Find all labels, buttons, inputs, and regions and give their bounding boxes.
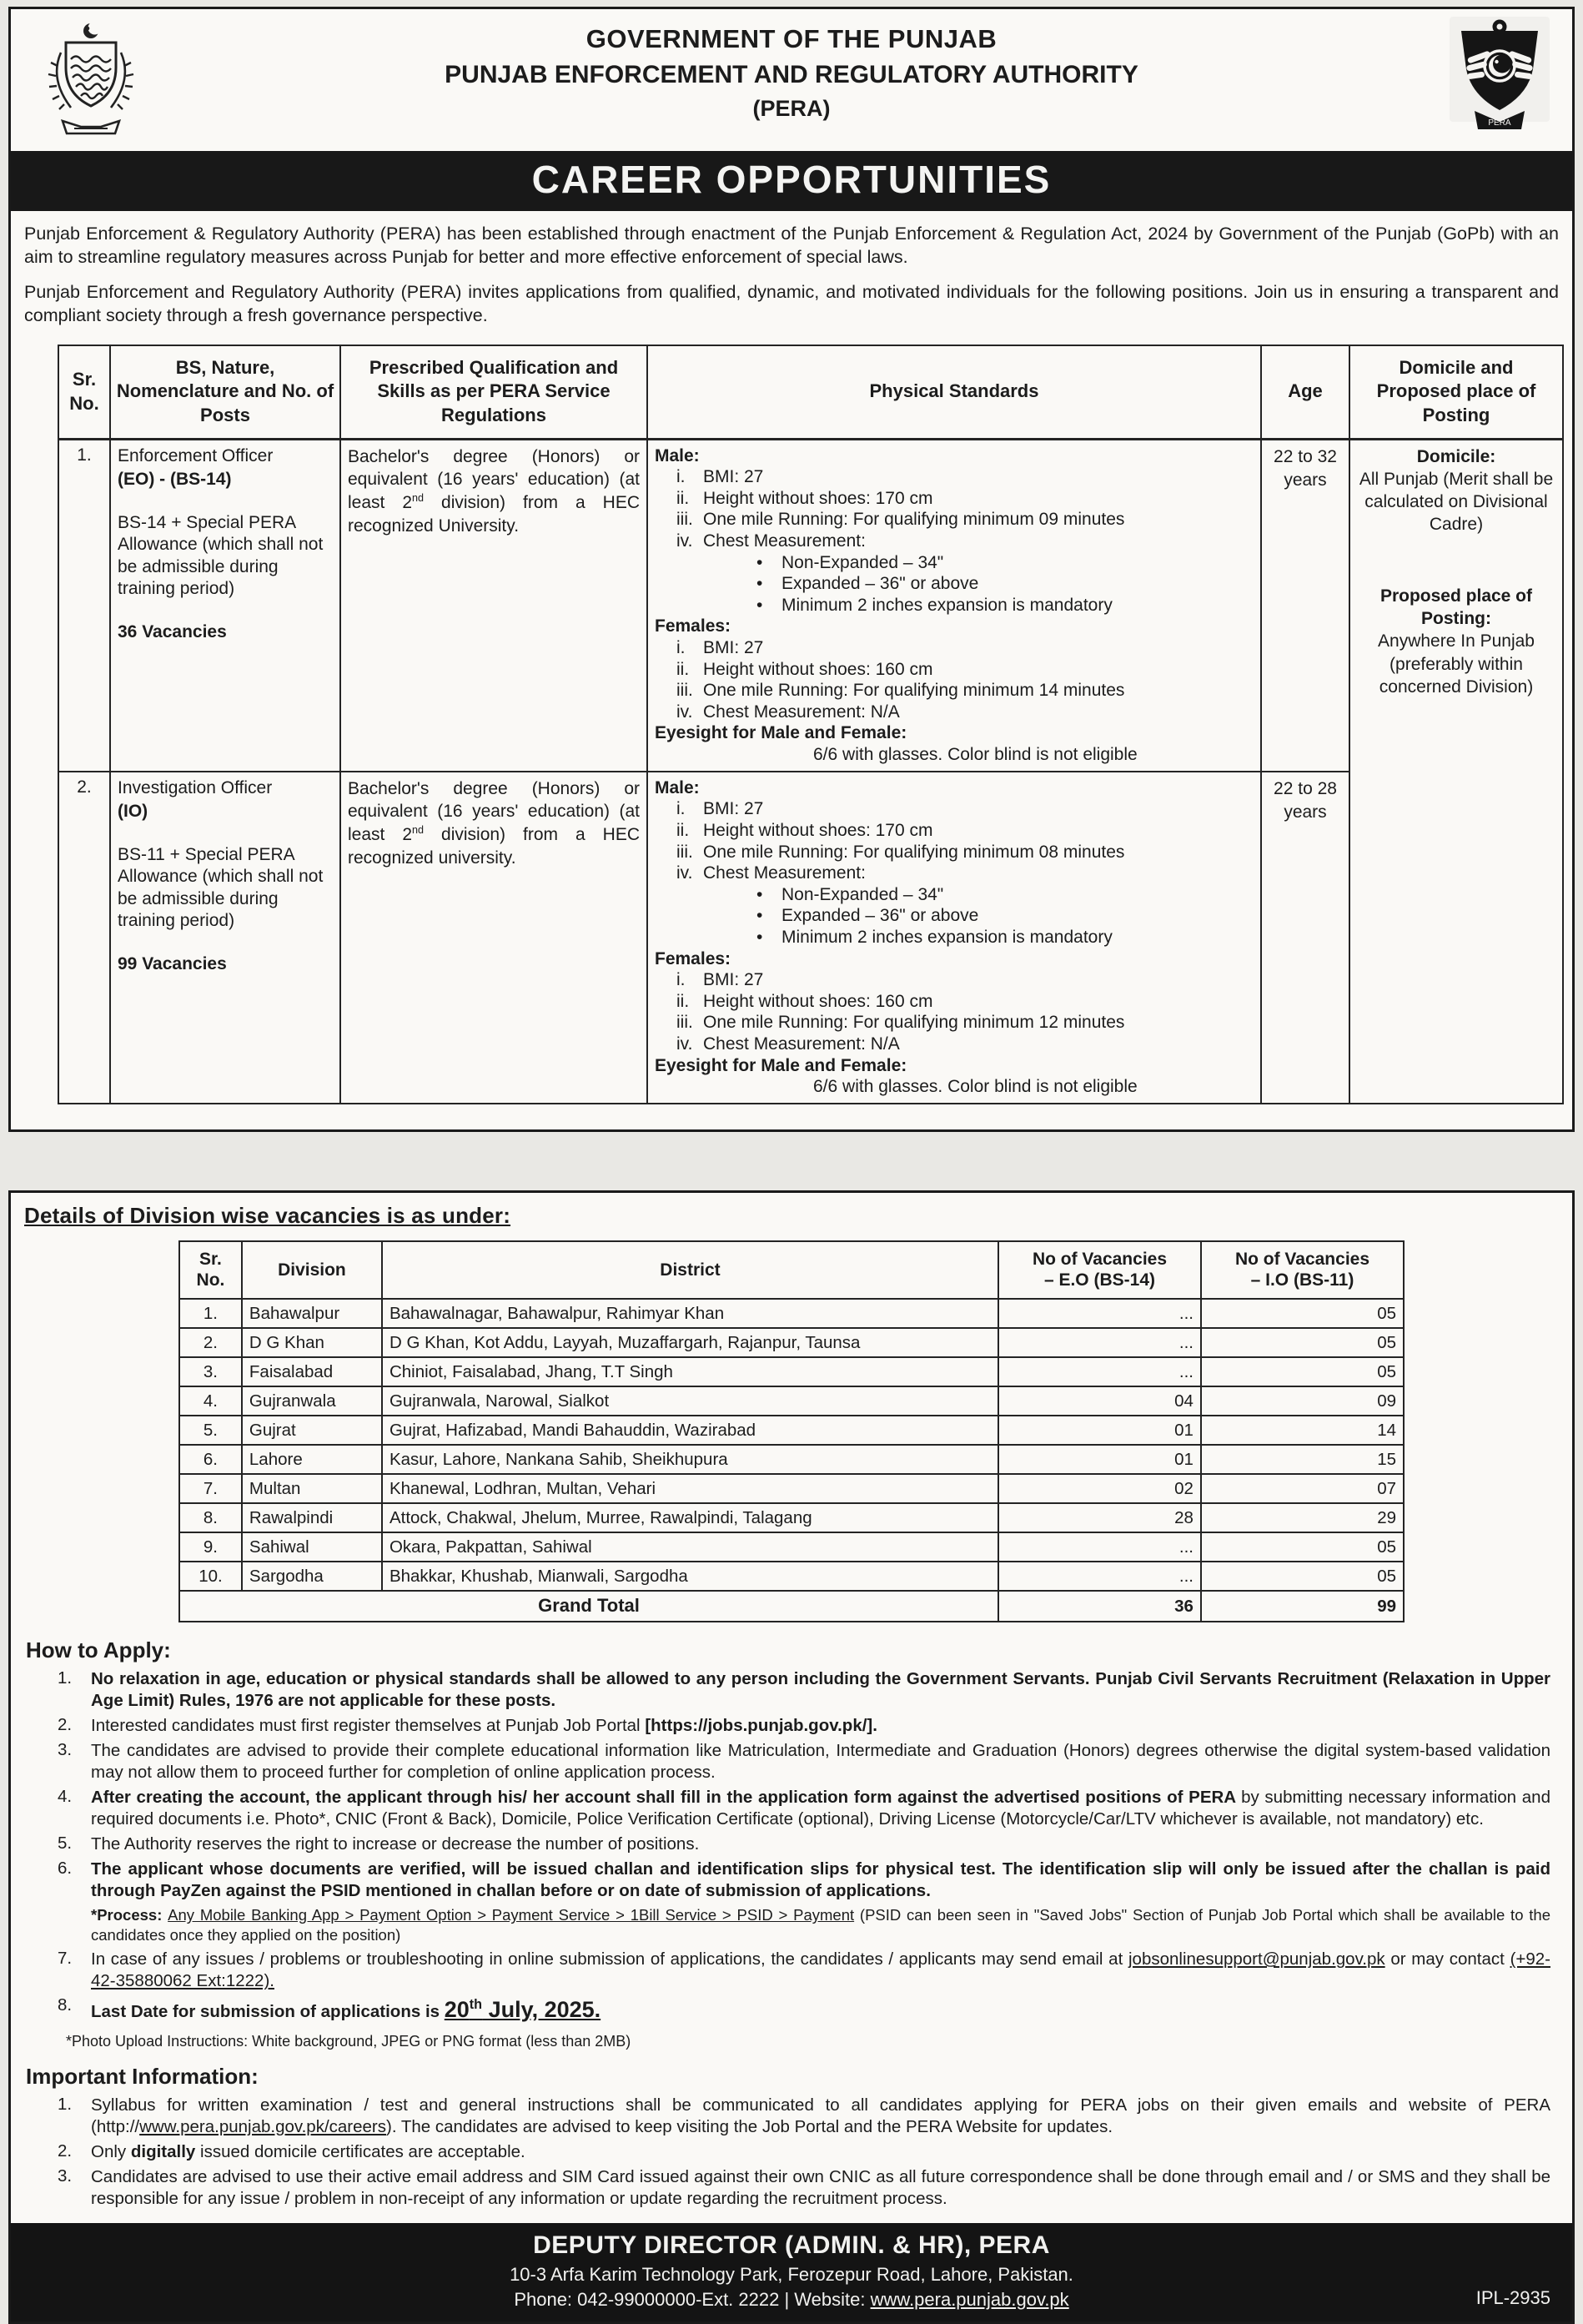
top-advert-block bbox=[8, 7, 1575, 1132]
punjab-government-crest-icon bbox=[38, 18, 144, 148]
footer-bar bbox=[11, 2223, 1572, 2321]
division-header-row bbox=[179, 1241, 1404, 1299]
apply-item-2: 2. Interested candidates must first register themselves at Punjab Job Portal [https://jobs.punjab.gov.pk/]. bbox=[58, 1714, 877, 1735]
pera-website-url: www.pera.punjab.gov.pk bbox=[870, 2288, 1069, 2310]
masthead-titles bbox=[11, 9, 1572, 122]
last-date: 20th July, 2025. bbox=[444, 1997, 601, 2023]
division-row: 10. Sargodha Bhakkar, Khushab, Mianwali, Sargodha ... 05 bbox=[179, 1562, 1404, 1591]
division-row: 8. Rawalpindi Attock, Chakwal, Jhelum, Murree, Rawalpindi, Talagang 28 29 bbox=[179, 1503, 1404, 1532]
apply-item-8: 8. Last Date for submission of applications is 20th July, 2025. bbox=[58, 1995, 601, 2023]
support-phone: (+92-42-35880062 Ext:1222). bbox=[91, 1949, 1550, 1991]
col-header-domicile: Domicile and Proposed place of Posting bbox=[1349, 345, 1563, 439]
position-row-investigation-officer bbox=[58, 772, 1563, 1104]
apply-item-6: 6. The applicant whose documents are verified, will be issued challan and identification slips for physical test. The identification slip will only be issued after the challan is paid through PayZen against the PSID mentioned in challan before or on date of submission of applications. *Process: Any Mobile Banking App > Payment Option > Payment Service > 1Bill Service > PSID > Payment (PSID can been seen in "Saved Jobs" Section of Punjab Job Portal which shall be available to the candidates once they applied on the position) bbox=[26, 1859, 1550, 1945]
important-information-section bbox=[11, 2055, 1572, 2210]
division-row: 7. Multan Khanewal, Lodhran, Multan, Vehari 02 07 bbox=[179, 1474, 1404, 1503]
row2-vacancy-count: 99 Vacancies bbox=[118, 954, 227, 974]
div-col-eo-vacancies: No of Vacancies – E.O (BS-14) bbox=[998, 1241, 1201, 1299]
division-row: 1. Bahawalpur Bahawalnagar, Bahawalpur, Rahimyar Khan ... 05 bbox=[179, 1299, 1404, 1328]
row1-age-cell: 22 to 32 years bbox=[1261, 439, 1349, 772]
row1-physical-standards-cell: Male: i. BMI: 27 ii. Height without shoes: 170 cm iii. One mile Running: For qualifying minimum 09 minutes iv. Chest Measurement: • Non-Expanded – 34" • Expanded – 36" or above • Minimum 2 inches expansion is mandatory Females: i. BMI: 27 ii. Height without shoes: 160 cm iii. One mile Running: For qualifying minimum 14 minutes iv. Chest Measurement: N/A Eyesight for Male and Female: 6/6 with glasses. Color blind is not eligible bbox=[647, 439, 1261, 772]
intro-paragraph-2: Punjab Enforcement and Regulatory Authority (PERA) invites applications from qualified, dynamic, and motivated individuals for the following positions. Join us in ensuring a transparent and compliant society through a fresh governance perspective. bbox=[24, 281, 1559, 325]
pera-careers-url: www.pera.punjab.gov.pk/careers bbox=[139, 2116, 386, 2136]
footer-contact: Phone: 042-99000000-Ext. 2222 | Website: www.pera.punjab.gov.pk bbox=[514, 2288, 1069, 2310]
row1-post-name: Enforcement Officer bbox=[118, 445, 274, 465]
positions-table bbox=[58, 345, 1564, 1104]
division-vacancies-table bbox=[178, 1240, 1405, 1622]
how-to-apply-section bbox=[11, 1629, 1572, 2050]
important-item-3: 3. Candidates are advised to use their active email address and SIM Card issued against their own CNIC as all future correspondence shall be done through email and / or SMS and they shall be responsible for any issue / problem in non-receipt of any information or update regarding the recruitment process. bbox=[58, 2166, 1550, 2208]
intro-paragraphs bbox=[11, 211, 1572, 341]
advert-code: IPL-2935 bbox=[1475, 2286, 1550, 2308]
details-block bbox=[8, 1190, 1575, 2324]
division-vacancies-heading: Details of Division wise vacancies is as under: bbox=[24, 1202, 511, 1228]
col-header-qualification: Prescribed Qualification and Skills as per PERA Service Regulations bbox=[340, 345, 647, 439]
division-row: 3. Faisalabad Chiniot, Faisalabad, Jhang, T.T Singh ... 05 bbox=[179, 1357, 1404, 1386]
col-header-sr: Sr. No. bbox=[58, 345, 110, 439]
division-row: 6. Lahore Kasur, Lahore, Nankana Sahib, Sheikhupura 01 15 bbox=[179, 1445, 1404, 1474]
positions-header-row bbox=[58, 345, 1563, 439]
important-information-heading: Important Information: bbox=[26, 2063, 259, 2089]
division-row: 5. Gujrat Gujrat, Hafizabad, Mandi Bahauddin, Wazirabad 01 14 bbox=[179, 1416, 1404, 1445]
grand-total-row bbox=[179, 1591, 1404, 1622]
row1-post-grade: (EO) - (BS-14) bbox=[118, 469, 232, 489]
apply-item-1: 1. No relaxation in age, education or physical standards shall be allowed to any person including the Government Servants. Punjab Civil Servants Recruitment (Relaxation in Upper Age Limit) Rules, 1976 are not applicable for these posts. bbox=[58, 1668, 1550, 1710]
div-col-division: Division bbox=[242, 1241, 382, 1299]
col-header-age: Age bbox=[1261, 345, 1349, 439]
division-row: 2. D G Khan D G Khan, Kot Addu, Layyah, Muzaffargarh, Rajanpur, Taunsa ... 05 bbox=[179, 1328, 1404, 1357]
apply-item-3: 3. The candidates are advised to provide their complete educational information like Matriculation, Intermediate and Graduation (Honors) degrees otherwise the digital system-based validation may not allow them to proceed further for completion of online application process. bbox=[58, 1739, 1550, 1782]
division-row: 9. Sahiwal Okara, Pakpattan, Sahiwal ... 05 bbox=[179, 1532, 1404, 1562]
important-item-2: 2. Only digitally issued domicile certificates are acceptable. bbox=[58, 2140, 525, 2161]
row2-physical-standards-cell: Male: i. BMI: 27 ii. Height without shoes: 170 cm iii. One mile Running: For qualifying minimum 08 minutes iv. Chest Measurement: • Non-Expanded – 34" • Expanded – 36" or above • Minimum 2 inches expansion is mandatory Females: i. BMI: 27 ii. Height without shoes: 160 cm iii. One mile Running: For qualifying minimum 12 minutes iv. Chest Measurement: N/A Eyesight for Male and Female: 6/6 with glasses. Color blind is not eligible bbox=[647, 772, 1261, 1104]
pera-emblem-icon bbox=[1449, 16, 1550, 140]
row1-nature-cell bbox=[110, 439, 340, 772]
row2-post-grade: (IO) bbox=[118, 801, 148, 821]
career-opportunities-banner: CAREER OPPORTUNITIES bbox=[11, 151, 1572, 211]
domicile-posting-cell: Domicile: All Punjab (Merit shall be calculated on Divisional Cadre) Proposed place of Posting: Anywhere In Punjab (preferably within concerned Division) bbox=[1349, 439, 1563, 1104]
important-item-1: 1. Syllabus for written examination / test and general instructions shall be communicated to all candidates applying for PERA jobs on their given emails and website of PERA (http://www.pera.punjab.gov.pk/careers). The candidates are advised to keep visiting the Job Portal and the PERA Website for updates. bbox=[58, 2094, 1550, 2136]
authority-title: PUNJAB ENFORCEMENT AND REGULATORY AUTHORITY bbox=[445, 61, 1138, 88]
row1-allowance: BS-14 + Special PERA Allowance (which shall not be admissible during training period) bbox=[118, 513, 324, 598]
col-header-nature: BS, Nature, Nomenclature and No. of Posts bbox=[110, 345, 340, 439]
row1-vacancy-count: 36 Vacancies bbox=[118, 622, 227, 642]
div-col-sr: Sr. No. bbox=[179, 1241, 242, 1299]
footer-address: 10-3 Arfa Karim Technology Park, Ferozepur Road, Lahore, Pakistan. bbox=[510, 2263, 1073, 2285]
col-header-physical: Physical Standards bbox=[647, 345, 1261, 439]
government-title: GOVERNMENT OF THE PUNJAB bbox=[585, 24, 998, 53]
how-to-apply-heading: How to Apply: bbox=[26, 1637, 171, 1663]
apply-item-7: 7. In case of any issues / problems or troubleshooting in online submission of applications, the candidates / applicants may send email at jobsonlinesupport@punjab.gov.pk or may contact (+92-42-35880062 Ext:1222). bbox=[58, 1949, 1550, 1991]
row2-qualification-cell: Bachelor's degree (Honors) or equivalent (16 years' education) (at least 2nd division) from a HEC recognized university. bbox=[340, 772, 647, 1104]
authority-abbreviation: (PERA) bbox=[752, 96, 831, 121]
row1-qualification-cell: Bachelor's degree (Honors) or equivalent (16 years' education) (at least 2nd division) from a HEC recognized University. bbox=[340, 439, 647, 772]
row2-allowance: BS-11 + Special PERA Allowance (which shall not be admissible during training period) bbox=[118, 845, 324, 930]
row2-post-name: Investigation Officer bbox=[118, 777, 273, 797]
advertisement-page bbox=[0, 7, 1583, 2324]
row2-nature-cell bbox=[110, 772, 340, 1104]
support-email: jobsonlinesupport@punjab.gov.pk bbox=[1128, 1949, 1385, 1969]
footer-designation: DEPUTY DIRECTOR (ADMIN. & HR), PERA bbox=[533, 2231, 1050, 2259]
payment-process-note: *Process: Any Mobile Banking App > Payment Option > Payment Service > 1Bill Service > PSID > Payment (PSID can been seen in "Saved Jobs" Section of Punjab Job Portal which shall be available to the candidates once they applied on the position) bbox=[91, 1906, 1550, 1944]
photo-upload-note: *Photo Upload Instructions: White background, JPEG or PNG format (less than 2MB) bbox=[66, 2032, 631, 2050]
grand-total-eo: 36 bbox=[998, 1591, 1201, 1622]
position-row-enforcement-officer bbox=[58, 439, 1563, 772]
div-col-district: District bbox=[382, 1241, 998, 1299]
intro-paragraph-1: Punjab Enforcement & Regulatory Authority (PERA) has been established through enactment of the Punjab Enforcement & Regulation Act, 2024 by Government of the Punjab (GoPb) with an aim to streamline regulatory measures across Punjab for better and more effective enforcement of special laws. bbox=[24, 224, 1559, 267]
pera-emblem-caption: PERA bbox=[1488, 118, 1511, 128]
grand-total-label: Grand Total bbox=[179, 1591, 998, 1622]
div-col-io-vacancies: No of Vacancies – I.O (BS-11) bbox=[1201, 1241, 1404, 1299]
row2-age-cell: 22 to 28 years bbox=[1261, 772, 1349, 1104]
masthead bbox=[11, 9, 1572, 151]
row1-sr: 1. bbox=[58, 439, 110, 772]
grand-total-io: 99 bbox=[1201, 1591, 1404, 1622]
division-row: 4. Gujranwala Gujranwala, Narowal, Sialkot 04 09 bbox=[179, 1386, 1404, 1416]
apply-item-4: 4. After creating the account, the applicant through his/ her account shall fill in the application form against the advertised positions of PERA by submitting necessary information and required documents i.e. Photo*, CNIC (Front & Back), Domicile, Police Verification Certificate (optional), Driving License (Motorcycle/Car/LTV whichever is available, not mandatory) etc. bbox=[58, 1787, 1550, 1829]
row2-sr: 2. bbox=[58, 772, 110, 1104]
apply-item-5: 5. The Authority reserves the right to increase or decrease the number of positions. bbox=[58, 1834, 700, 1854]
